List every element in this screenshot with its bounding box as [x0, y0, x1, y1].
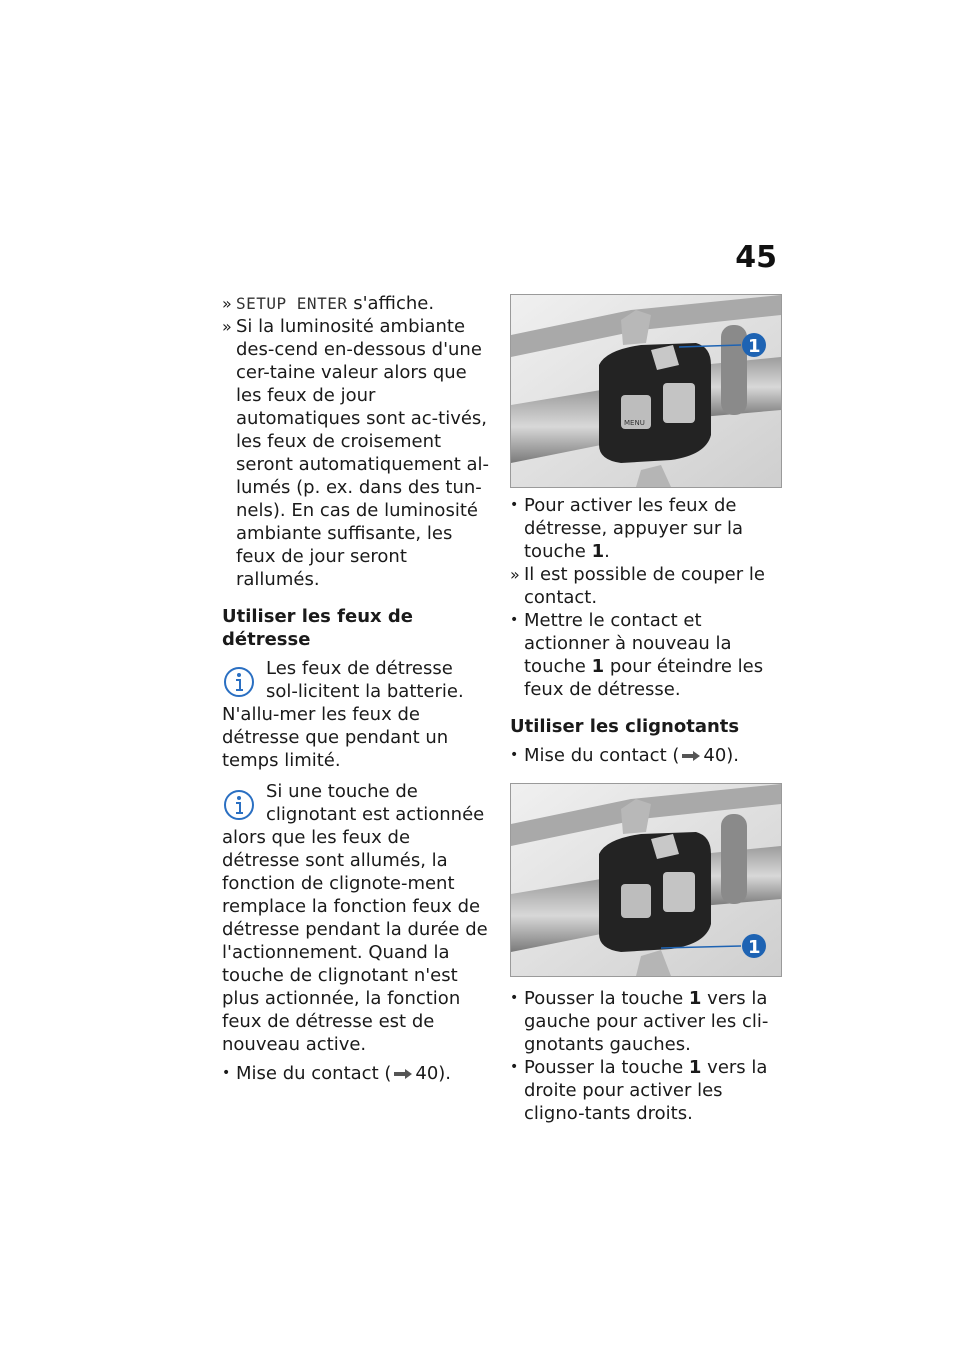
note-text: Si une touche de clignotant est actionnée alors que les feux de détresse sont allumés, la fonction de clignote-ment remplace la fonction feux de détresse pendant la durée de l'actionnement. Quand la touche de clignotant n'est plus actionnée, la fonction feux de détresse est de nouveau active.	[222, 781, 488, 1055]
right-column	[510, 294, 780, 1125]
note-text: Les feux de détresse sol-licitent la batterie. N'allu-mer les feux de détresse que pendant un temps limité.	[222, 658, 464, 771]
info-note-battery	[222, 657, 490, 772]
page-number: 45	[735, 240, 777, 275]
left-column	[222, 292, 490, 1085]
handlebar-switch-figure-indicators	[510, 783, 782, 977]
callout-reference: 1	[688, 988, 702, 1009]
handlebar-switch-figure-hazard	[510, 294, 782, 488]
page-reference-arrow-icon	[681, 751, 701, 761]
result-item-ignition-off: » Il est possible de couper le contact.	[510, 564, 765, 608]
bullet-marker: •	[510, 990, 519, 1006]
result-marker: »	[510, 565, 520, 584]
callout-label: 1	[748, 937, 761, 958]
step-indicator-right: • Pousser la touche 1 vers la droite pour activer les cligno-tants droits.	[510, 1057, 768, 1124]
callout-reference: 1	[591, 541, 605, 562]
result-item-setup-enter	[222, 292, 490, 315]
page-reference[interactable]: 40	[703, 745, 727, 766]
step-text: Mise du contact (	[236, 1063, 392, 1084]
bullet-marker: •	[510, 1059, 519, 1075]
page-reference[interactable]: 40	[415, 1063, 439, 1084]
section-heading-indicators: Utiliser les clignotants	[510, 716, 740, 737]
info-icon	[222, 665, 256, 699]
result-item-luminosity	[222, 315, 490, 591]
step-indicator-left: • Pousser la touche 1 vers la gauche pour activer les cli-gnotants gauches.	[510, 988, 769, 1055]
step-ignition: • Mise du contact ( 40).	[222, 1063, 452, 1084]
page-reference-arrow-icon	[393, 1069, 413, 1079]
step-deactivate-hazard: • Mettre le contact et actionner à nouveau la touche 1 pour éteindre les feux de détresse.	[510, 610, 764, 700]
handlebar-switch-illustration	[511, 784, 781, 976]
info-note-indicator-priority	[222, 780, 490, 1056]
bullet-marker: •	[510, 747, 519, 763]
step-activate-hazard: • Pour activer les feux de détresse, appuyer sur la touche 1.	[510, 495, 743, 562]
result-marker: »	[222, 294, 232, 313]
info-icon	[222, 788, 256, 822]
result-marker: »	[222, 317, 232, 336]
step-ignition: • Mise du contact ( 40).	[510, 745, 740, 766]
bullet-marker: •	[510, 612, 519, 628]
menu-button-label: MENU	[624, 419, 645, 427]
result-text: s'affiche.	[347, 293, 435, 314]
callout-label: 1	[748, 336, 761, 357]
section-heading-hazard: Utiliser les feux de détresse	[222, 606, 413, 650]
bullet-marker: •	[510, 497, 519, 513]
bullet-marker: •	[222, 1065, 231, 1081]
result-text: Si la luminosité ambiante des-cend en-dessous d'une cer-taine valeur alors que les feux de jour automatiques sont ac-tivés, les feux de croisement seront automatiquement al-lumés (p. ex. dans des tun-nels). En cas de luminosité ambiante suffisante, les feux de jour seront rallumés.	[236, 316, 490, 590]
display-code: SETUP ENTER	[236, 294, 348, 313]
handlebar-switch-illustration	[511, 295, 781, 487]
callout-reference: 1	[591, 656, 605, 677]
callout-reference: 1	[688, 1057, 702, 1078]
